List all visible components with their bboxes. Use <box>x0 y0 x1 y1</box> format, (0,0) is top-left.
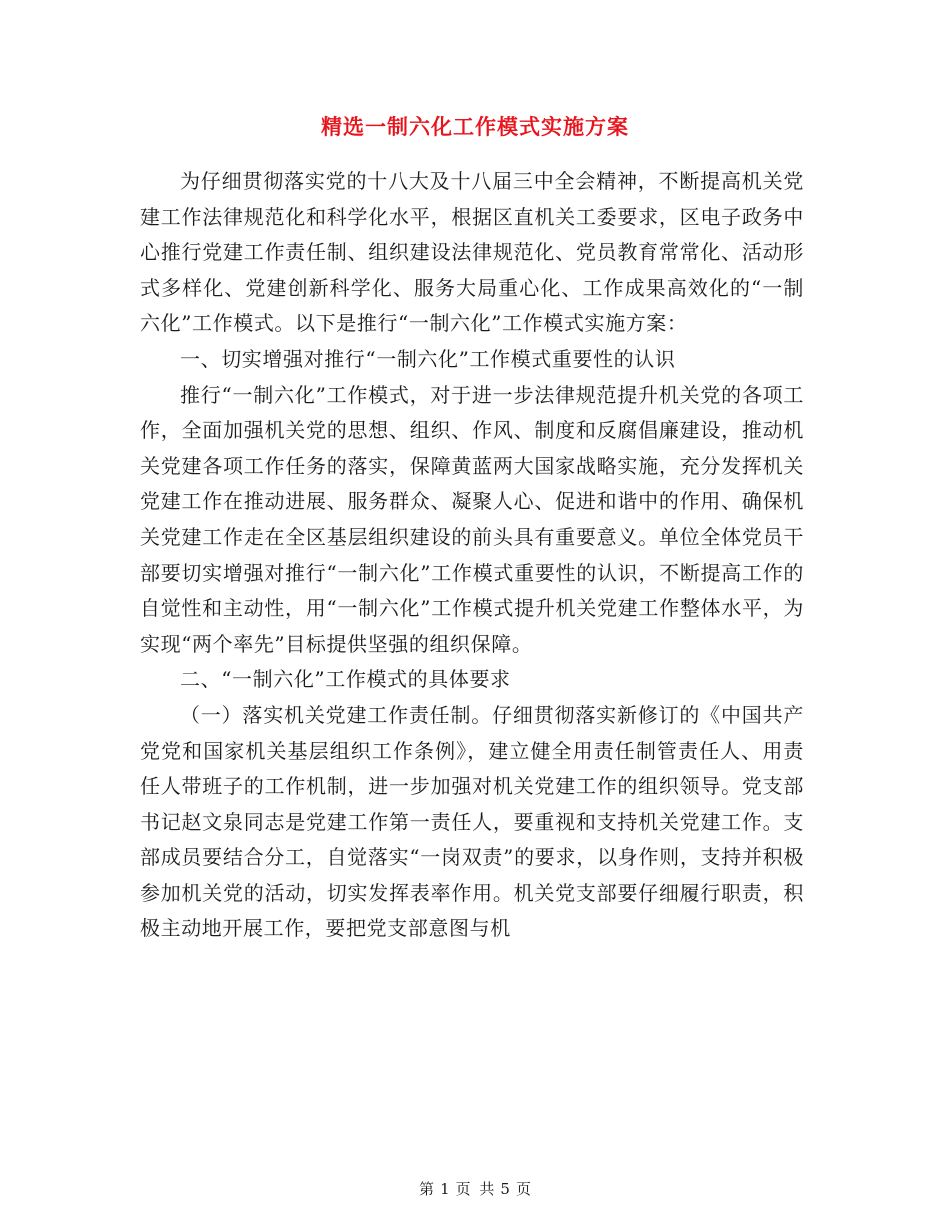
footer-middle: 页 共 <box>455 1180 495 1198</box>
page-footer <box>0 1178 950 1200</box>
section-heading-2: 二、“一制六化”工作模式的具体要求 <box>180 667 511 692</box>
document-body <box>140 164 804 947</box>
section-heading-1: 一、切实增强对推行“一制六化”工作模式重要性的认识 <box>180 346 676 371</box>
document-title: 精选一制六化工作模式实施方案 <box>321 114 629 139</box>
footer-prefix: 第 <box>419 1180 435 1198</box>
footer-suffix: 页 <box>515 1180 531 1198</box>
paragraph-subsection-1: （一）落实机关党建工作责任制。仔细贯彻落实新修订的《中国共产党党和国家机关基层组织工作条例》，建立健全用责任制管责任人、用责任人带班子的工作机制，进一步加强对机关党建工作的组织领导。党支部书记赵文泉同志是党建工作第一责任人，要重视和支持机关党建工作。支部成员要结合分工，自觉落实“一岗双责”的要求，以身作则，支持并积极参加机关党的活动，切实发挥表率作用。机关党支部要仔细履行职责，积极主动地开展工作，要把党支部意图与机 <box>140 702 804 941</box>
paragraph-intro: 为仔细贯彻落实党的十八大及十八届三中全会精神，不断提高机关党建工作法律规范化和科学化水平，根据区直机关工委要求，区电子政务中心推行党建工作责任制、组织建设法律规范化、党员教育常常化、活动形式多样化、党建创新科学化、服务大局重心化、工作成果高效化的“一制六化”工作模式。以下是推行“一制六化”工作模式实施方案： <box>140 169 804 336</box>
footer-total-pages: 5 <box>500 1180 510 1198</box>
paragraph-section-1: 推行“一制六化”工作模式，对于进一步法律规范提升机关党的各项工作，全面加强机关党的思想、组织、作风、制度和反腐倡廉建设，推动机关党建各项工作任务的落实，保障黄蓝两大国家战略实施，充分发挥机关党建工作在推动进展、服务群众、凝聚人心、促进和谐中的作用、确保机关党建工作走在全区基层组织建设的前头具有重要意义。单位全体党员干部要切实增强对推行“一制六化”工作模式重要性的认识，不断提高工作的自觉性和主动性，用“一制六化”工作模式提升机关党建工作整体水平，为实现“两个率先”目标提供坚强的组织保障。 <box>140 382 804 656</box>
footer-page-number: 1 <box>440 1180 450 1198</box>
